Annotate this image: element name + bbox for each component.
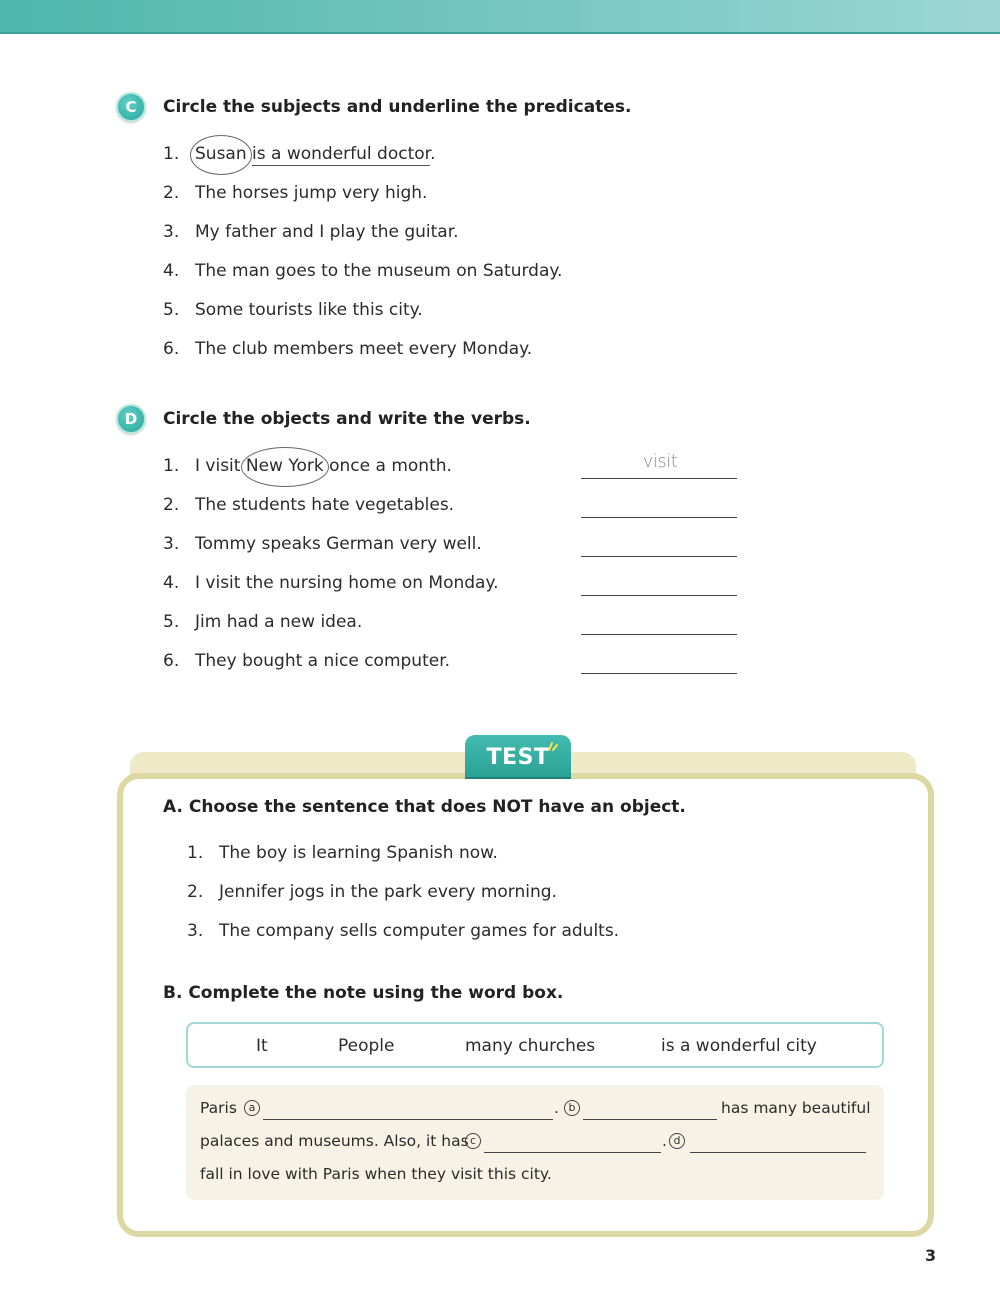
section-c-item-5 bbox=[163, 298, 423, 322]
item-number: 3. bbox=[163, 222, 180, 242]
answer-handwritten: visit bbox=[642, 451, 678, 472]
answer-line-5[interactable] bbox=[581, 634, 737, 635]
top-banner bbox=[0, 0, 1000, 34]
section-c-badge: C bbox=[116, 92, 146, 122]
word-box-word: People bbox=[338, 1036, 395, 1056]
section-d-item-4 bbox=[163, 571, 499, 595]
section-c-item-1 bbox=[163, 142, 435, 166]
section-c-item-6 bbox=[163, 337, 532, 361]
item-number: 2. bbox=[187, 882, 204, 902]
answer-line-6[interactable] bbox=[581, 673, 737, 674]
section-d-title: Circle the objects and write the verbs. bbox=[163, 409, 531, 429]
item-number: 1. bbox=[163, 144, 180, 164]
item-text: Jennifer jogs in the park every morning. bbox=[219, 882, 557, 902]
circled-object: New York bbox=[245, 456, 324, 476]
note-period: . bbox=[554, 1099, 559, 1117]
item-number: 3. bbox=[163, 534, 180, 554]
answer-line-4[interactable] bbox=[581, 595, 737, 596]
item-text: The club members meet every Monday. bbox=[195, 339, 533, 359]
test-part-b-title: B. Complete the note using the word box. bbox=[163, 983, 564, 1003]
section-d-item-6 bbox=[163, 649, 450, 673]
item-text-after: once a month. bbox=[329, 456, 452, 476]
item-text: Tommy speaks German very well. bbox=[195, 534, 482, 554]
word-box-word: many churches bbox=[465, 1036, 596, 1056]
sentence-end: . bbox=[430, 144, 436, 164]
word-box-word: is a wonderful city bbox=[661, 1036, 817, 1056]
note-paris: Paris bbox=[200, 1099, 237, 1117]
section-d-item-1 bbox=[163, 454, 452, 478]
section-c-header bbox=[116, 92, 631, 122]
item-number: 4. bbox=[163, 261, 180, 281]
item-number: 4. bbox=[163, 573, 180, 593]
item-number: 2. bbox=[163, 495, 180, 515]
underlined-predicate: is a wonderful doctor bbox=[252, 144, 431, 164]
section-d-item-5 bbox=[163, 610, 362, 634]
blank-b[interactable] bbox=[583, 1119, 717, 1120]
item-text-before: I visit bbox=[195, 456, 241, 476]
test-part-a-title: A. Choose the sentence that does NOT have an object. bbox=[163, 797, 686, 817]
word-box bbox=[186, 1022, 884, 1068]
test-a-item-2 bbox=[187, 880, 557, 904]
blank-marker-b: b bbox=[564, 1100, 580, 1116]
section-d-item-2 bbox=[163, 493, 454, 517]
item-text: They bought a nice computer. bbox=[195, 651, 451, 671]
answer-line-2[interactable] bbox=[581, 517, 737, 518]
word-box-word: It bbox=[256, 1036, 268, 1056]
item-text: My father and I play the guitar. bbox=[195, 222, 459, 242]
section-c-item-3 bbox=[163, 220, 459, 244]
note-line1-end: has many beautiful bbox=[721, 1099, 871, 1117]
item-text: The students hate vegetables. bbox=[195, 495, 455, 515]
blank-marker-c: c bbox=[465, 1133, 481, 1149]
blank-marker-a: a bbox=[244, 1100, 260, 1116]
section-d-badge: D bbox=[116, 404, 146, 434]
answer-line-1[interactable] bbox=[581, 478, 737, 479]
section-c-title: Circle the subjects and underline the predicates. bbox=[163, 97, 632, 117]
section-c-item-2 bbox=[163, 181, 427, 205]
spark-icon bbox=[548, 741, 558, 751]
item-number: 5. bbox=[163, 612, 180, 632]
test-a-item-3 bbox=[187, 919, 619, 943]
item-number: 6. bbox=[163, 651, 180, 671]
item-number: 1. bbox=[187, 843, 204, 863]
note-period: . bbox=[662, 1132, 667, 1150]
item-text: I visit the nursing home on Monday. bbox=[195, 573, 499, 593]
blank-marker-d: d bbox=[669, 1133, 685, 1149]
section-d-item-3 bbox=[163, 532, 482, 556]
item-text: Jim had a new idea. bbox=[195, 612, 363, 632]
item-text: The company sells computer games for adults. bbox=[219, 921, 620, 941]
note-line3: fall in love with Paris when they visit this city. bbox=[200, 1165, 552, 1183]
page-number: 3 bbox=[925, 1246, 937, 1265]
item-number: 1. bbox=[163, 456, 180, 476]
blank-d[interactable] bbox=[690, 1152, 866, 1153]
item-number: 2. bbox=[163, 183, 180, 203]
blank-a[interactable] bbox=[263, 1119, 553, 1120]
item-text: The boy is learning Spanish now. bbox=[219, 843, 498, 863]
test-label bbox=[465, 735, 571, 777]
blank-c[interactable] bbox=[484, 1152, 661, 1153]
item-text: The man goes to the museum on Saturday. bbox=[195, 261, 563, 281]
test-a-item-1 bbox=[187, 841, 498, 865]
note-box bbox=[186, 1085, 884, 1200]
item-number: 5. bbox=[163, 300, 180, 320]
test-label-text: TEST bbox=[486, 745, 550, 770]
item-number: 3. bbox=[187, 921, 204, 941]
item-text: The horses jump very high. bbox=[195, 183, 428, 203]
answer-line-3[interactable] bbox=[581, 556, 737, 557]
item-text: Some tourists like this city. bbox=[195, 300, 423, 320]
note-line2-start: palaces and museums. Also, it has bbox=[200, 1132, 469, 1150]
item-number: 6. bbox=[163, 339, 180, 359]
section-c-item-4 bbox=[163, 259, 562, 283]
section-d-header bbox=[116, 404, 531, 434]
circled-subject: Susan bbox=[195, 144, 247, 164]
